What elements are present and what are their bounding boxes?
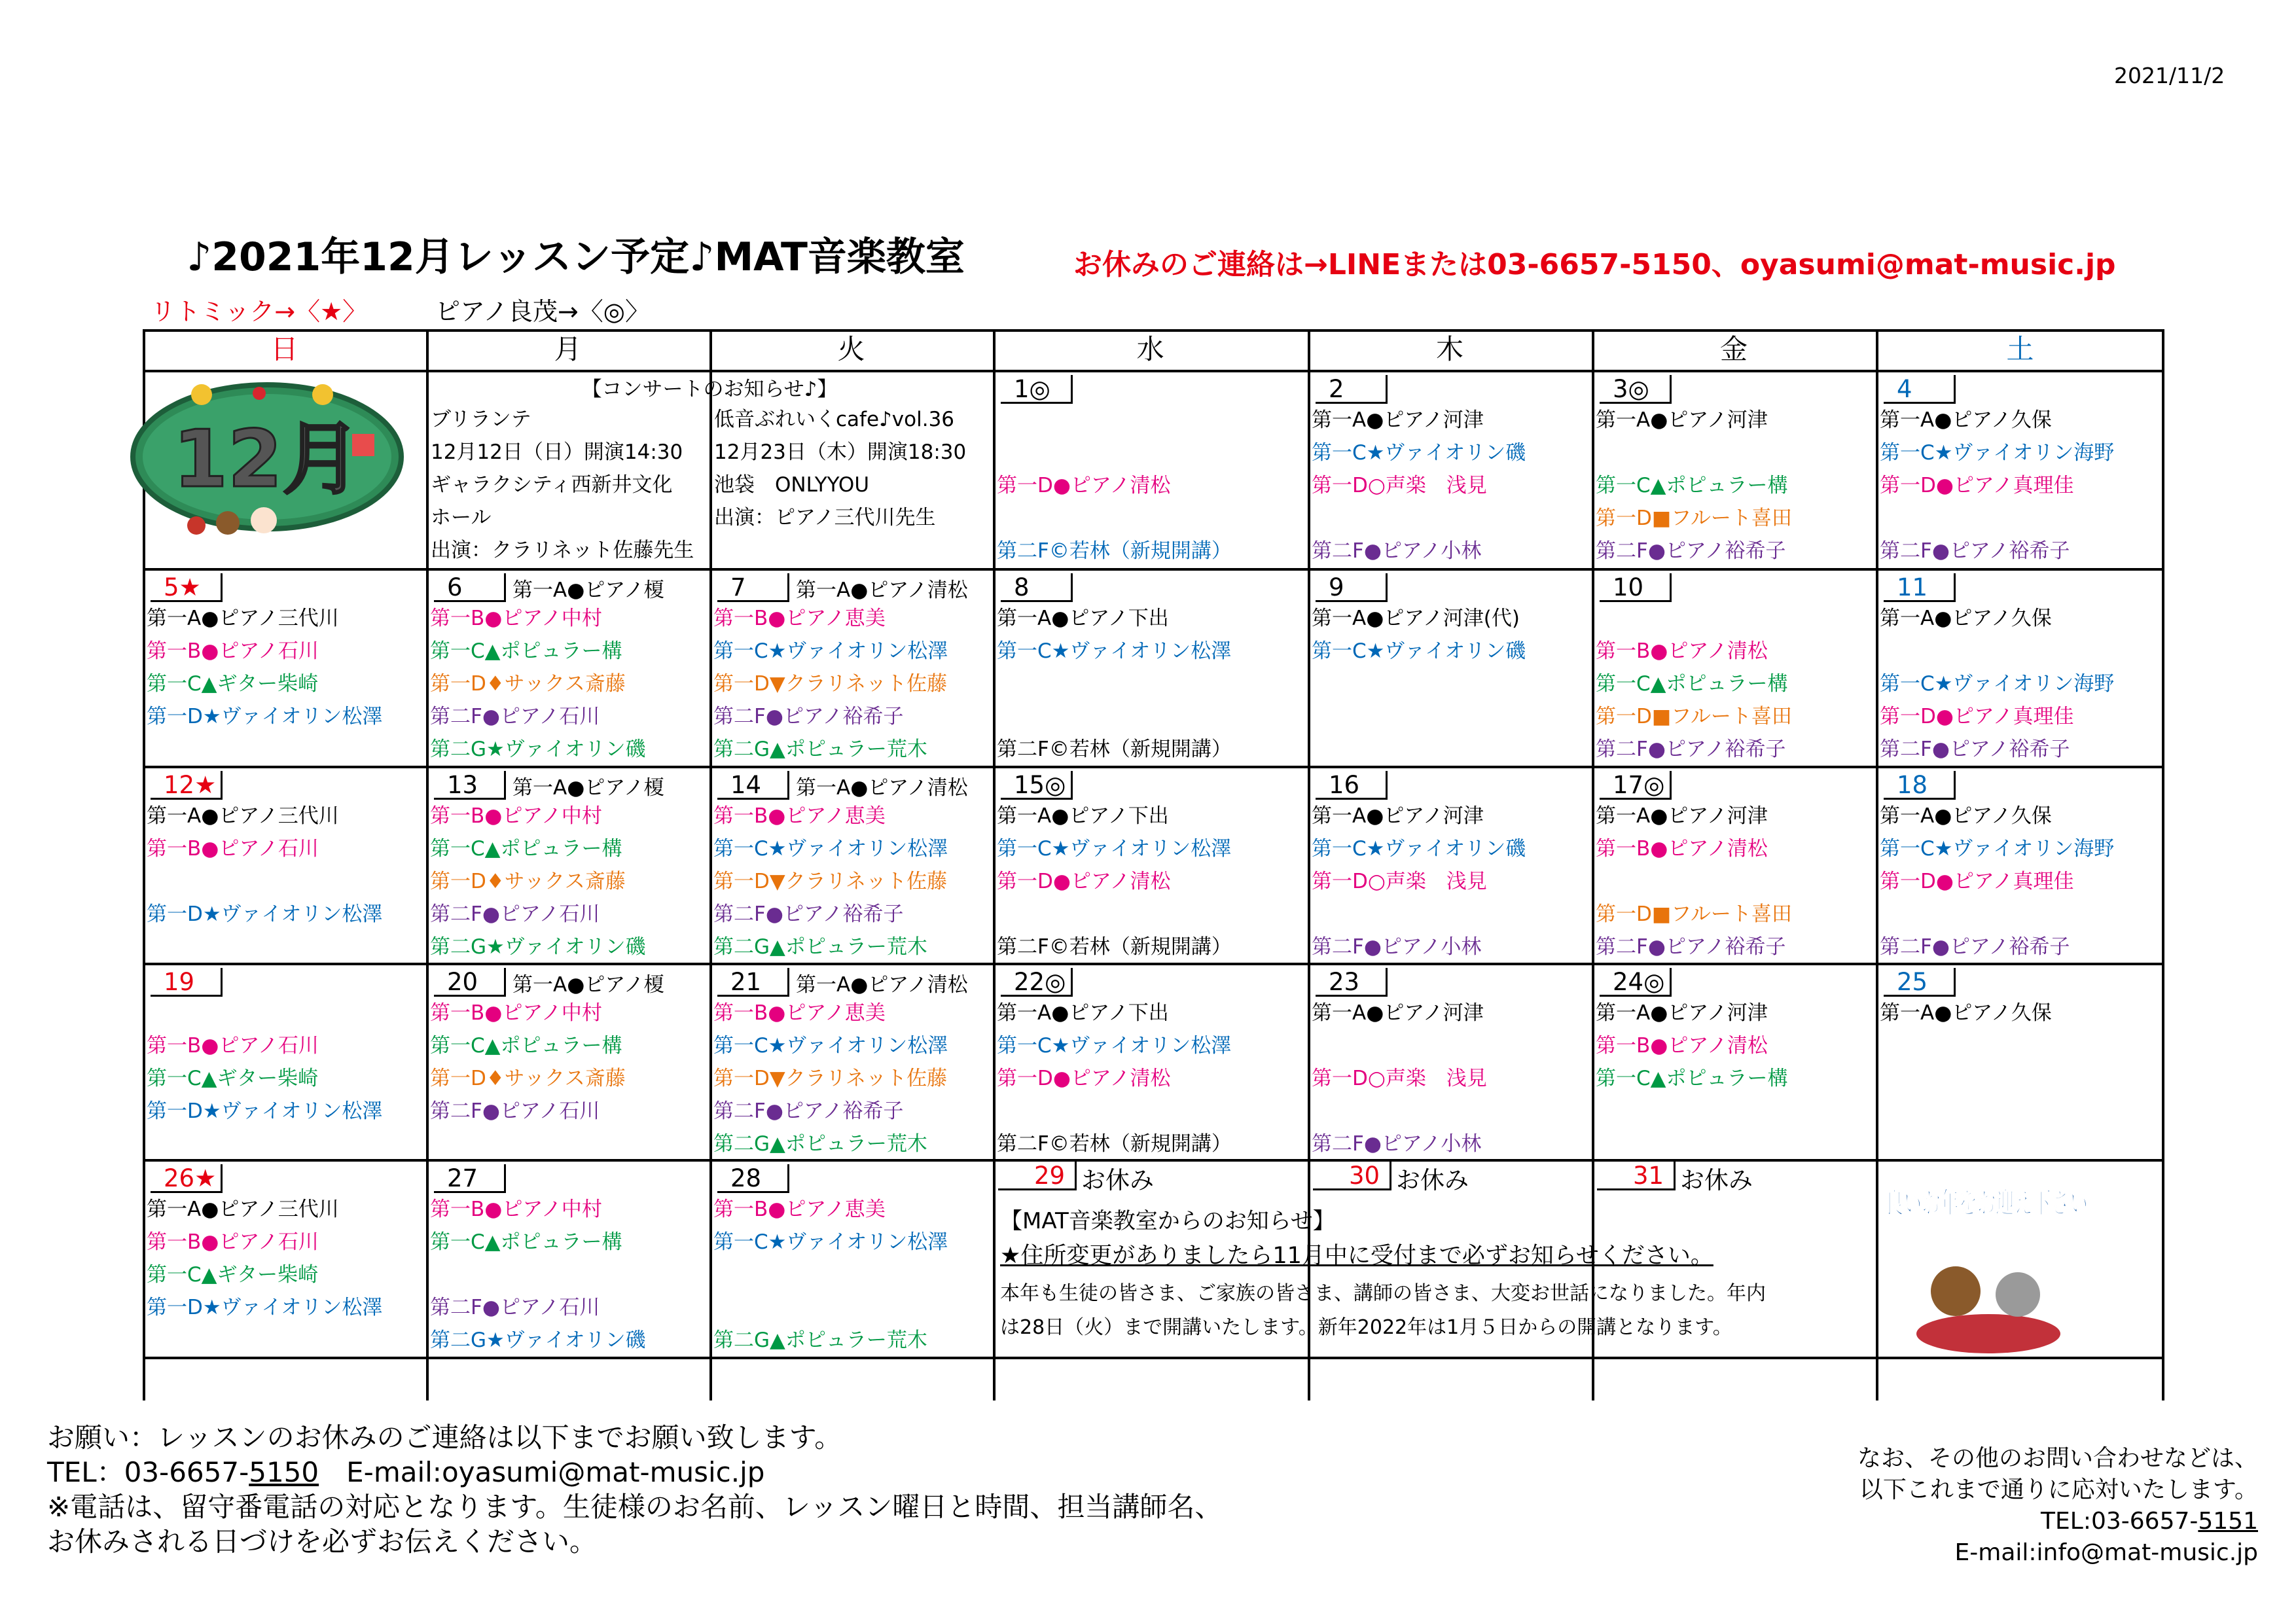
absence-contact: お休みのご連絡は→LINEまたは03-6657-5150、oyasumi@mat-music.jp (1073, 248, 2116, 281)
concert-left-line: 12月12日（日）開演14:30 (431, 440, 683, 464)
footer-tel-email: TEL：03-6657-5150 E-mail:oyasumi@mat-music.jp (47, 1456, 765, 1488)
lesson-entry: 第二F●ピアノ小林 (1312, 935, 1482, 959)
lesson-entry: 第一D★ヴァイオリン松澤 (147, 1099, 383, 1123)
new-year-card-image (1877, 1167, 2100, 1363)
lesson-entry: 第一D●ピアノ清松 (997, 1067, 1171, 1090)
lesson-entry: 第二F©若林（新規開講） (997, 935, 1232, 959)
lesson-entry: 第二G★ヴァイオリン磯 (430, 738, 646, 761)
lesson-entry: 第一B●ピアノ石川 (147, 1230, 319, 1254)
grid-hline (143, 329, 2164, 332)
day-cell (145, 965, 425, 1158)
lesson-entry: 第一D★ヴァイオリン松澤 (147, 902, 383, 926)
day-cell (1878, 372, 2163, 567)
day-number: 2 (1316, 375, 1388, 404)
lesson-entry: 第二F●ピアノ裕希子 (1596, 738, 1786, 761)
legend-rhythmic: リトミック→〈★〉 (151, 297, 368, 326)
lesson-entry: 第一A●ピアノ清松 (796, 973, 968, 997)
lesson-entry: 第一A●ピアノ河津 (1312, 804, 1484, 828)
day-number: 9 (1316, 573, 1388, 602)
lesson-entry: 第一A●ピアノ久保 (1880, 607, 2052, 630)
day-cell (712, 768, 992, 961)
lesson-entry: 第一A●ピアノ河津(代) (1312, 607, 1520, 630)
calendar-grid (143, 329, 2164, 1400)
lesson-entry: 第一B●ピアノ中村 (430, 804, 602, 828)
lesson-entry: 第二F●ピアノ小林 (1312, 539, 1482, 563)
lesson-entry: 第一A●ピアノ河津 (1312, 1001, 1484, 1025)
lesson-entry: 第一C▲ギター柴崎 (147, 1263, 319, 1287)
month-badge: 12月 (173, 414, 361, 505)
lesson-entry: 第二F●ピアノ裕希子 (1880, 935, 2070, 959)
lesson-entry: 第二F©若林（新規開講） (997, 1132, 1232, 1156)
lesson-entry: 第一C▲ポピュラー構 (1596, 474, 1788, 497)
closed-day-number: 31 (1597, 1162, 1676, 1190)
lesson-entry: 第一B●ピアノ恵美 (713, 804, 886, 828)
day-cell (1310, 372, 1590, 567)
notice-line-greeting: 本年も生徒の皆さま、ご家族の皆さま、講師の皆さま、大変お世話になりました。年内 (1000, 1282, 1766, 1305)
notice-line-schedule: は28日（火）まで開講いたします。新年2022年は1月５日からの開講となります。 (1000, 1316, 1732, 1339)
day-number: 16 (1316, 771, 1388, 800)
day-number: 1◎ (1001, 375, 1073, 404)
footer-inquiry-email: E-mail:info@mat-music.jp (1954, 1539, 2258, 1566)
lesson-entry: 第二F●ピアノ裕希子 (713, 705, 904, 728)
weekday-tue: 火 (837, 333, 865, 365)
lesson-entry: 第二F●ピアノ裕希子 (1596, 935, 1786, 959)
day-cell (712, 965, 992, 1158)
lesson-entry: 第一C★ヴァイオリン磯 (1312, 441, 1526, 465)
lesson-entry: 第一C▲ポピュラー構 (430, 1230, 622, 1254)
lesson-entry: 第一A●ピアノ榎 (512, 579, 664, 602)
footer-date-note: お休みされる日づけを必ずお伝えください。 (47, 1525, 598, 1558)
day-cell (1594, 372, 1874, 567)
day-cell (1878, 571, 2163, 764)
day-number: 24◎ (1600, 968, 1672, 997)
day-cell (429, 768, 708, 961)
concert-left-line: ギャラクシティ西新井文化 (431, 473, 673, 497)
day-cell (1878, 768, 2163, 961)
lesson-entry: 第一C▲ギター柴崎 (147, 672, 319, 696)
day-cell (1594, 571, 1874, 764)
lesson-entry: 第一C▲ポピュラー構 (430, 837, 622, 861)
day-number: 23 (1316, 968, 1388, 997)
footer-inquiry-l1: なお、その他のお問い合わせなどは、 (1857, 1445, 2258, 1472)
lesson-entry: 第一D●ピアノ清松 (997, 474, 1171, 497)
concert-left-line: ブリランテ (431, 408, 531, 431)
lesson-entry: 第一B●ピアノ恵美 (713, 1198, 886, 1221)
lesson-entry: 第二F●ピアノ石川 (430, 1296, 600, 1319)
lesson-entry: 第二F●ピアノ裕希子 (1880, 738, 2070, 761)
footer-inquiry (1857, 1443, 2258, 1569)
day-cell (712, 1162, 992, 1355)
day-number: 22◎ (1001, 968, 1073, 997)
lesson-entry: 第一C▲ポピュラー構 (430, 639, 622, 663)
lesson-entry: 第一B●ピアノ中村 (430, 1001, 602, 1025)
lesson-entry: 第一D▼クラリネット佐藤 (713, 870, 948, 893)
concert-divider (709, 398, 712, 568)
lesson-entry: 第二G▲ポピュラー荒木 (713, 935, 927, 959)
weekday-mon: 月 (554, 333, 582, 365)
grid-hline (143, 1357, 2164, 1359)
lesson-entry: 第一A●ピアノ三代川 (147, 804, 339, 828)
lesson-entry: 第一A●ピアノ清松 (796, 776, 968, 800)
day-cell (145, 571, 425, 764)
legend-piano-yoshi: ピアノ良茂→〈◎〉 (435, 297, 650, 326)
day-cell (712, 571, 992, 764)
closed-label: お休み (1396, 1166, 1469, 1194)
lesson-entry: 第一C★ヴァイオリン海野 (1880, 441, 2115, 465)
day-number: 10 (1600, 573, 1672, 602)
lesson-entry: 第一A●ピアノ下出 (997, 1001, 1169, 1025)
lesson-entry: 第一A●ピアノ河津 (1596, 408, 1768, 432)
lesson-entry: 第一B●ピアノ清松 (1596, 1034, 1768, 1058)
lesson-entry: 第一A●ピアノ三代川 (147, 607, 339, 630)
day-cell (429, 965, 708, 1158)
lesson-entry: 第二G▲ポピュラー荒木 (713, 1132, 927, 1156)
day-cell (996, 768, 1306, 961)
lesson-entry: 第一A●ピアノ河津 (1312, 408, 1484, 432)
lesson-entry: 第二F●ピアノ裕希子 (713, 902, 904, 926)
lesson-entry: 第二F●ピアノ石川 (430, 902, 600, 926)
weekday-thu: 木 (1435, 333, 1463, 365)
lesson-entry: 第一D♦サックス斎藤 (430, 870, 626, 893)
footer-inquiry-l2: 以下これまで通りに応対いたします。 (1859, 1476, 2258, 1503)
lesson-entry: 第一D♦サックス斎藤 (430, 1067, 626, 1090)
lesson-entry: 第一A●ピアノ河津 (1596, 804, 1768, 828)
document-date: 2021/11/2 (2114, 63, 2225, 88)
lesson-entry: 第二F©若林（新規開講） (997, 539, 1232, 563)
lesson-entry: 第一C★ヴァイオリン松澤 (997, 1034, 1232, 1058)
weekday-sun: 日 (270, 333, 298, 365)
lesson-entry: 第一A●ピアノ下出 (997, 804, 1169, 828)
lesson-entry: 第一D○声楽 浅見 (1312, 870, 1487, 893)
lesson-entry: 第一D■フルート喜田 (1596, 507, 1792, 530)
lesson-entry: 第一D▼クラリネット佐藤 (713, 1067, 948, 1090)
day-number: 18 (1884, 771, 1956, 800)
day-number: 13 (434, 771, 506, 800)
weekday-wed: 水 (1136, 333, 1164, 365)
lesson-entry: 第一C★ヴァイオリン松澤 (997, 639, 1232, 663)
lesson-entry: 第一A●ピアノ久保 (1880, 408, 2052, 432)
concert-right-line: 低音ぶれいくcafe♪vol.36 (714, 408, 955, 431)
concert-right-line: 12月23日（木）開演18:30 (714, 440, 967, 464)
lesson-entry: 第一C▲ポピュラー構 (1596, 1067, 1788, 1090)
day-number: 5★ (151, 573, 223, 602)
closed-day-number: 29 (998, 1162, 1077, 1190)
closed-day-number: 30 (1313, 1162, 1391, 1190)
day-cell (1594, 768, 1874, 961)
day-cell (1310, 965, 1590, 1158)
lesson-entry: 第二F●ピアノ小林 (1312, 1132, 1482, 1156)
lesson-entry: 第一C▲ポピュラー構 (1596, 672, 1788, 696)
lesson-entry: 第一D●ピアノ真理佳 (1880, 870, 2074, 893)
day-number: 28 (717, 1164, 789, 1193)
day-cell (429, 571, 708, 764)
lesson-entry: 第一C★ヴァイオリン松澤 (713, 639, 948, 663)
lesson-entry: 第一D▼クラリネット佐藤 (713, 672, 948, 696)
footer-answering-note: ※電話は、留守番電話の対応となります。生徒様のお名前、レッスン曜日と時間、担当講師名、 (47, 1491, 1223, 1523)
day-number: 11 (1884, 573, 1956, 602)
notice-line-address: ★住所変更がありましたら11月中に受付まで必ずお知らせください。 (1000, 1243, 1713, 1269)
concert-right-line: 池袋 ONLYYOU (714, 473, 870, 497)
lesson-entry: 第一D★ヴァイオリン松澤 (147, 705, 383, 728)
day-number: 20 (434, 968, 506, 997)
new-year-card-text: 良いお年をお迎え下さい (1885, 1186, 2088, 1220)
day-number: 4 (1884, 375, 1956, 404)
footer-inquiry-tel: TEL:03-6657-5151 (2041, 1508, 2258, 1535)
concert-left-line: 出演：クラリネット佐藤先生 (431, 539, 694, 562)
concert-header: 【コンサートのお知らせ♪】 (581, 378, 838, 401)
day-number: 19 (151, 968, 223, 997)
day-number: 27 (434, 1164, 506, 1193)
day-number: 15◎ (1001, 771, 1073, 800)
day-number: 12★ (151, 771, 223, 800)
day-cell (1310, 571, 1590, 764)
lesson-entry: 第一A●ピアノ三代川 (147, 1198, 339, 1221)
day-number: 14 (717, 771, 789, 800)
lesson-entry: 第一D★ヴァイオリン松澤 (147, 1296, 383, 1319)
lesson-entry: 第一C★ヴァイオリン海野 (1880, 672, 2115, 696)
lesson-entry: 第一C▲ポピュラー構 (430, 1034, 622, 1058)
lesson-entry: 第一A●ピアノ久保 (1880, 804, 2052, 828)
lesson-entry: 第一C★ヴァイオリン松澤 (713, 1230, 948, 1254)
day-cell (1878, 965, 2163, 1158)
day-cell (145, 1162, 425, 1355)
day-cell (145, 768, 425, 961)
lesson-entry: 第一B●ピアノ恵美 (713, 607, 886, 630)
concert-right-line: 出演：ピアノ三代川先生 (714, 506, 936, 529)
month-wreath-icon (123, 368, 411, 539)
lesson-entry: 第二G★ヴァイオリン磯 (430, 935, 646, 959)
day-number: 26★ (151, 1164, 223, 1193)
lesson-entry: 第一D○声楽 浅見 (1312, 1067, 1487, 1090)
lesson-entry: 第一B●ピアノ石川 (147, 639, 319, 663)
concert-left-line: ホール (431, 506, 492, 529)
lesson-entry: 第一D●ピアノ清松 (997, 870, 1171, 893)
closed-label: お休み (1680, 1166, 1753, 1194)
lesson-entry: 第二G★ヴァイオリン磯 (430, 1329, 646, 1352)
notice-header: 【MAT音楽教室からのお知らせ】 (1000, 1208, 1335, 1234)
closed-label: お休み (1081, 1166, 1154, 1194)
day-number: 6 (434, 573, 506, 602)
day-cell (996, 965, 1306, 1158)
lesson-entry: 第二F●ピアノ裕希子 (1880, 539, 2070, 563)
weekday-fri: 金 (1719, 333, 1748, 365)
weekday-sat: 土 (2006, 333, 2034, 365)
day-number: 7 (717, 573, 789, 602)
lesson-entry: 第一C★ヴァイオリン松澤 (997, 837, 1232, 861)
lesson-entry: 第一A●ピアノ榎 (512, 776, 664, 800)
footer-contact (47, 1420, 1222, 1559)
lesson-entry: 第一B●ピアノ清松 (1596, 639, 1768, 663)
day-cell (996, 372, 1306, 567)
lesson-entry: 第一B●ピアノ石川 (147, 1034, 319, 1058)
lesson-entry: 第一D●ピアノ真理佳 (1880, 705, 2074, 728)
footer-request: お願い：レッスンのお休みのご連絡は以下までお願い致します。 (47, 1421, 842, 1454)
lesson-entry: 第一B●ピアノ清松 (1596, 837, 1768, 861)
day-number: 21 (717, 968, 789, 997)
day-number: 3◎ (1600, 375, 1672, 404)
day-number: 8 (1001, 573, 1073, 602)
lesson-entry: 第一D♦サックス斎藤 (430, 672, 626, 696)
day-cell (1594, 965, 1874, 1158)
lesson-entry: 第一C★ヴァイオリン松澤 (713, 837, 948, 861)
lesson-entry: 第一A●ピアノ清松 (796, 579, 968, 602)
lesson-entry: 第一A●ピアノ河津 (1596, 1001, 1768, 1025)
day-cell (1310, 768, 1590, 961)
lesson-entry: 第一D●ピアノ真理佳 (1880, 474, 2074, 497)
lesson-entry: 第一B●ピアノ石川 (147, 837, 319, 861)
lesson-entry: 第一B●ピアノ中村 (430, 1198, 602, 1221)
lesson-entry: 第一D■フルート喜田 (1596, 705, 1792, 728)
page-title: ♪2021年12月レッスン予定♪MAT音楽教室 (187, 234, 965, 280)
day-number: 17◎ (1600, 771, 1672, 800)
lesson-entry: 第一B●ピアノ中村 (430, 607, 602, 630)
day-cell (429, 1162, 708, 1355)
lesson-entry: 第二F●ピアノ石川 (430, 705, 600, 728)
lesson-entry: 第一B●ピアノ恵美 (713, 1001, 886, 1025)
lesson-entry: 第一C★ヴァイオリン磯 (1312, 639, 1526, 663)
day-cell (996, 571, 1306, 764)
lesson-entry: 第一C★ヴァイオリン海野 (1880, 837, 2115, 861)
lesson-entry: 第一A●ピアノ榎 (512, 973, 664, 997)
lesson-entry: 第二G▲ポピュラー荒木 (713, 1329, 927, 1352)
lesson-entry: 第一D■フルート喜田 (1596, 902, 1792, 926)
lesson-entry: 第一A●ピアノ下出 (997, 607, 1169, 630)
lesson-entry: 第一D○声楽 浅見 (1312, 474, 1487, 497)
lesson-entry: 第一C▲ギター柴崎 (147, 1067, 319, 1090)
lesson-entry: 第一C★ヴァイオリン松澤 (713, 1034, 948, 1058)
lesson-entry: 第一A●ピアノ久保 (1880, 1001, 2052, 1025)
lesson-entry: 第二F©若林（新規開講） (997, 738, 1232, 761)
lesson-entry: 第一C★ヴァイオリン磯 (1312, 837, 1526, 861)
lesson-entry: 第二G▲ポピュラー荒木 (713, 738, 927, 761)
lesson-entry: 第二F●ピアノ裕希子 (1596, 539, 1786, 563)
lesson-entry: 第二F●ピアノ裕希子 (713, 1099, 904, 1123)
day-number: 25 (1884, 968, 1956, 997)
lesson-entry: 第二F●ピアノ石川 (430, 1099, 600, 1123)
